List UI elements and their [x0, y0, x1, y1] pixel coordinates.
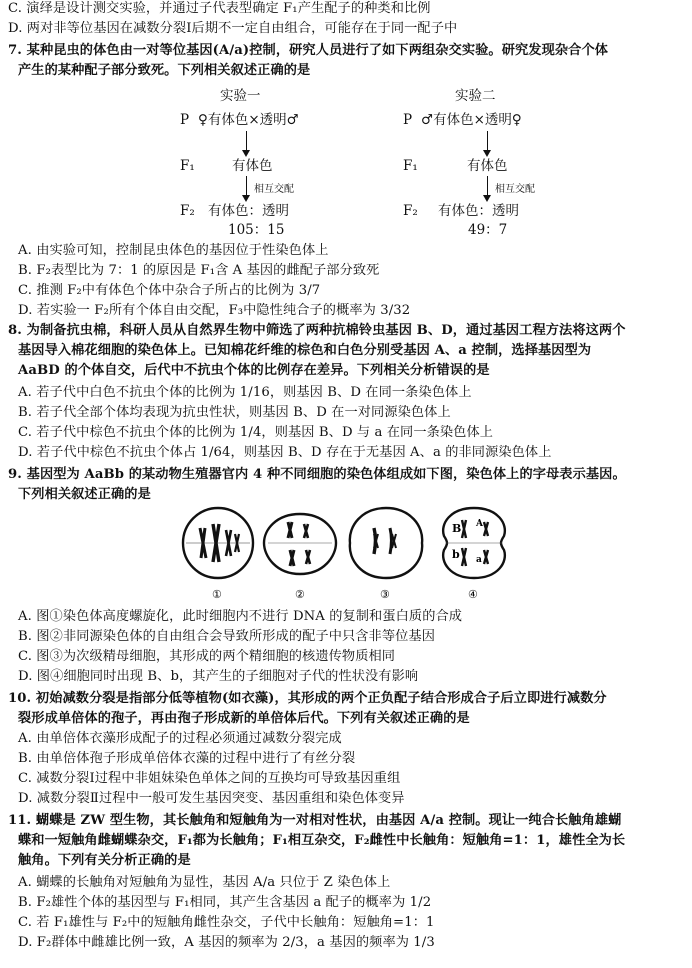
- experiment-1-ratio: 105：15: [228, 222, 285, 238]
- experiment-1-title: 实验一: [220, 88, 261, 104]
- option-line: B. 若子代全部个体均表现为抗虫性状，则基因 B、D 在一对同源染色体上: [18, 405, 451, 420]
- option-line: A. 由实验可知，控制昆虫体色的基因位于性染色体上: [18, 243, 329, 258]
- experiment-1-f2-label: F₂: [180, 203, 195, 219]
- question-11-stem: 蝶和一短触角雌蝴蝶杂交，F₁都为长触角；F₁相互杂交，F₂雌性中长触角：短触角=1：1，雄性全为长: [18, 833, 626, 848]
- option-line: C. 演绎是设计测交实验，并通过子代表型确定 F₁产生配子的种类和比例: [8, 1, 431, 16]
- experiment-1-f1-phenotype: 有体色: [232, 158, 273, 174]
- option-line: A. 图①染色体高度螺旋化，此时细胞内不进行 DNA 的复制和蛋白质的合成: [18, 609, 463, 624]
- option-line: C. 减数分裂Ⅰ过程中非姐妹染色单体之间的互换均可导致基因重组: [18, 771, 401, 786]
- experiment-2-ratio: 49：7: [468, 222, 508, 238]
- cell-2-diagram: [264, 514, 336, 574]
- experiment-1-f2-phenotype: 有体色：透明: [208, 203, 289, 219]
- experiment-1-cross: ♀有体色×透明♂: [198, 112, 299, 128]
- question-8-stem: 基因导入棉花细胞的染色体上。已知棉花纤维的棕色和白色分别受基因 A、a 控制，选择基因型为: [18, 343, 592, 358]
- experiment-1-p-label: P: [180, 112, 190, 128]
- option-line: D. F₂群体中雌雄比例一致，A 基因的频率为 2/3，a 基因的频率为 1/3: [18, 935, 435, 950]
- question-9-stem: 下列相关叙述正确的是: [18, 487, 151, 502]
- question-10-stem: 裂形成单倍体的孢子，再由孢子形成新的单倍体后代。下列有关叙述正确的是: [18, 711, 470, 726]
- gene-label: B: [452, 522, 462, 535]
- gene-label: b: [452, 548, 460, 561]
- question-7-stem: 产生的某种配子部分致死。下列相关叙述正确的是: [18, 63, 311, 78]
- option-line: C. 图③为次级精母细胞，其形成的两个精细胞的核遗传物质相同: [18, 649, 396, 664]
- cell-3-diagram: [350, 508, 422, 578]
- question-7-stem: 7. 某种昆虫的体色由一对等位基因(A/a)控制，研究人员进行了如下两组杂交实验。研究发现杂合个体: [8, 43, 609, 58]
- experiment-2-title: 实验二: [455, 88, 496, 104]
- gene-label: A: [476, 519, 483, 529]
- option-line: D. 图④细胞同时出现 B、b，其产生的子细胞对子代的性状没有影响: [18, 669, 419, 684]
- experiment-2-arrow: [487, 131, 488, 155]
- question-11-stem: 触角。下列有关分析正确的是: [18, 853, 191, 868]
- figure-label-4: ④: [468, 588, 478, 601]
- experiment-1-arrow: [246, 176, 247, 200]
- figure-label-3: ③: [380, 588, 390, 601]
- option-line: B. 图②非同源染色体的自由组合会导致所形成的配子中只含非等位基因: [18, 629, 435, 644]
- experiment-2-arrow: [487, 176, 488, 200]
- experiment-2-p-label: P: [403, 112, 413, 128]
- experiment-1-arrow-label: 相互交配: [254, 184, 294, 195]
- option-line: A. 若子代中白色不抗虫个体的比例为 1/16，则基因 B、D 在同一条染色体上: [18, 385, 472, 400]
- option-line: C. 若子代中棕色不抗虫个体的比例为 1/4，则基因 B、D 与 a 在同一条染色体上: [18, 425, 494, 440]
- question-9-stem: 9. 基因型为 AaBb 的某动物生殖器官内 4 种不同细胞的染色体组成如下图，染色体上的字母表示基因。: [8, 467, 626, 482]
- experiment-1-arrow: [246, 131, 247, 155]
- question-10-stem: 10. 初始减数分裂是指部分低等植物(如衣藻)，其形成的两个正负配子结合形成合子后立即进行减数分: [8, 691, 607, 706]
- option-line: B. F₂雄性个体的基因型与 F₁相同，其产生含基因 a 配子的概率为 1/2: [18, 895, 432, 910]
- question-11-stem: 11. 蝴蝶是 ZW 型生物，其长触角和短触角为一对相对性状，由基因 A/a 控制。现让一纯合长触角雄蝴: [8, 813, 622, 828]
- experiment-1-f1-label: F₁: [180, 158, 195, 174]
- cell-1-diagram: [183, 508, 253, 578]
- option-line: C. 推测 F₂中有体色个体中杂合子所占的比例为 3/7: [18, 283, 321, 298]
- option-line: D. 若子代中棕色不抗虫个体占 1/64，则基因 B、D 存在于无基因 A、a 的非同源染色体上: [18, 445, 552, 460]
- question-8-stem: AaBD 的个体自交，后代中不抗虫个体的比例存在差异。下列相关分析错误的是: [18, 363, 490, 378]
- experiment-2-f1-phenotype: 有体色: [467, 158, 508, 174]
- cell-4-diagram: [443, 508, 505, 578]
- option-line: D. 减数分裂Ⅱ过程中一般可发生基因突变、基因重组和染色体变异: [18, 791, 405, 806]
- option-line: A. 蝴蝶的长触角对短触角为显性，基因 A/a 只位于 Z 染色体上: [18, 875, 391, 890]
- figure-label-2: ②: [295, 588, 305, 601]
- option-line: C. 若 F₁雄性与 F₂中的短触角雌性杂交，子代中长触角：短触角=1：1: [18, 915, 435, 930]
- experiment-2-f1-label: F₁: [403, 158, 418, 174]
- option-line: B. 由单倍体孢子形成单倍体衣藻的过程中进行了有丝分裂: [18, 751, 356, 766]
- experiment-2-cross: ♂有体色×透明♀: [421, 112, 522, 128]
- option-line: D. 两对非等位基因在减数分裂Ⅰ后期不一定自由组合，可能存在于同一配子中: [8, 21, 458, 36]
- experiment-2-f2-phenotype: 有体色：透明: [438, 203, 519, 219]
- experiment-2-arrow-label: 相互交配: [495, 184, 535, 195]
- option-line: A. 由单倍体衣藻形成配子的过程必须通过减数分裂完成: [18, 731, 342, 746]
- gene-label: a: [476, 555, 482, 565]
- cell-division-figure: [178, 500, 518, 606]
- option-line: B. F₂表型比为 7：1 的原因是 F₁含 A 基因的雌配子部分致死: [18, 263, 380, 278]
- question-8-stem: 8. 为制备抗虫棉，科研人员从自然界生物中筛选了两种抗棉铃虫基因 B、D，通过基因工程方法将这两个: [8, 323, 626, 338]
- option-line: D. 若实验一 F₂所有个体自由交配，F₃中隐性纯合子的概率为 3/32: [18, 303, 411, 318]
- experiment-2-f2-label: F₂: [403, 203, 418, 219]
- figure-label-1: ①: [212, 588, 222, 601]
